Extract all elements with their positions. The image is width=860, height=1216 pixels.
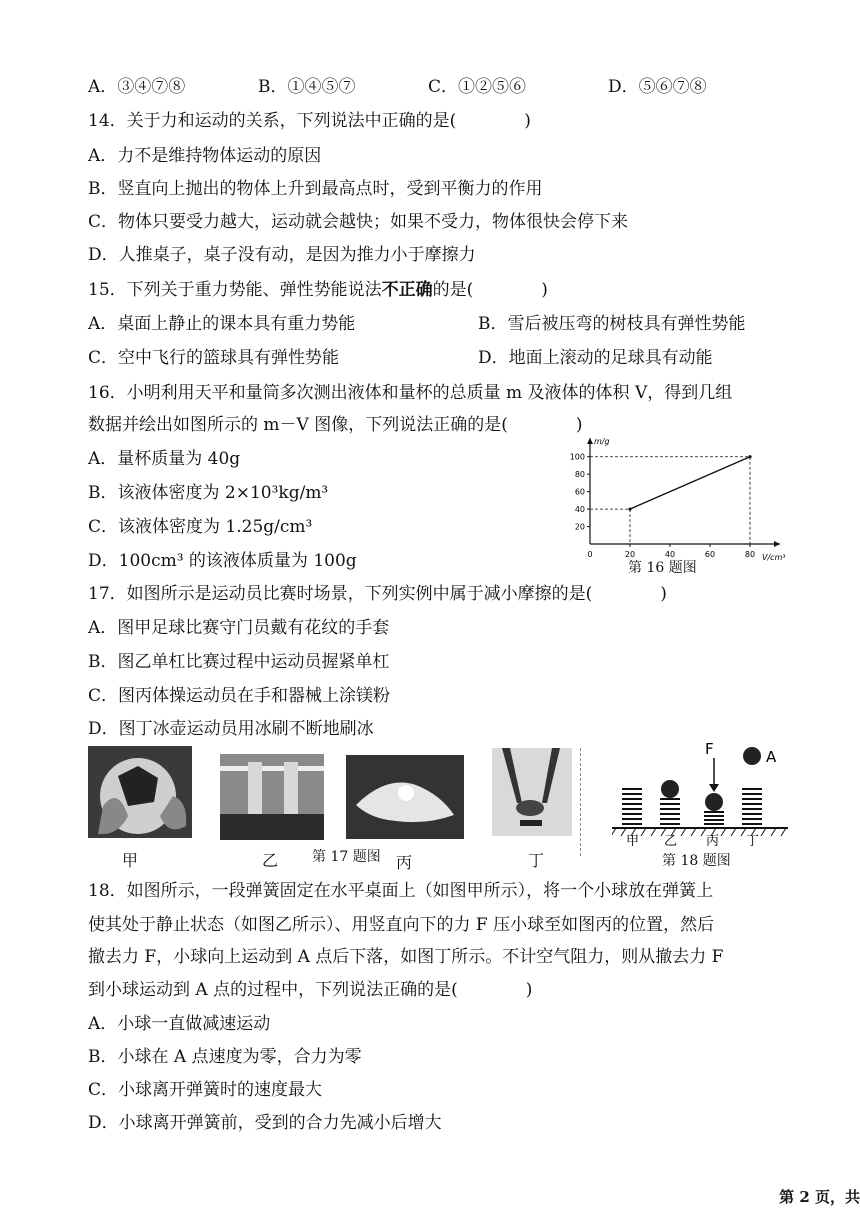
spring-bing xyxy=(704,812,724,824)
y-tick-label: 100 xyxy=(569,452,585,462)
x-axis-arrow xyxy=(774,541,780,547)
y-tick-label: 80 xyxy=(574,470,585,480)
q17-label-bing: 丙 xyxy=(396,853,413,872)
y-axis-label: m/g xyxy=(594,437,610,446)
q15-option-a: A．桌面上静止的课本具有重力势能 xyxy=(88,314,356,334)
q13-option-a: A．③④⑦⑧ xyxy=(88,77,186,97)
ball-yi xyxy=(661,780,679,798)
x-tick-label: 80 xyxy=(744,550,756,559)
q17-label-ding: 丁 xyxy=(528,851,545,870)
q15-stem-pre: 15．下列关于重力势能、弹性势能说法 xyxy=(88,280,382,300)
y-tick-label: 40 xyxy=(574,505,585,515)
x-tick-label: 0 xyxy=(587,550,593,559)
y-axis-arrow xyxy=(587,438,593,444)
q18-label-jia: 甲 xyxy=(626,834,640,846)
q18-option-a: A．小球一直做减速运动 xyxy=(88,1014,271,1034)
force-arrow-head xyxy=(709,784,719,792)
q14-option-d: D．人推桌子，桌子没有动，是因为推力小于摩擦力 xyxy=(88,245,476,265)
q18-stem-line3: 撤去力 F，小球向上运动到 A 点后下落，如图丁所示。不计空气阻力，则从撤去力 F xyxy=(88,947,724,967)
q15-option-d: D．地面上滚动的足球具有动能 xyxy=(478,348,713,368)
y-tick-label: 20 xyxy=(574,522,585,532)
horizontal-bar-image xyxy=(220,754,324,840)
ball-ding xyxy=(743,747,761,765)
q17-option-a: A．图甲足球比赛守门员戴有花纹的手套 xyxy=(88,618,390,638)
spring-ding xyxy=(742,789,762,824)
photo-curling-sweep xyxy=(492,748,572,836)
gymnast-chalk-image xyxy=(346,755,464,839)
x-tick-label: 40 xyxy=(664,550,676,559)
goalkeeper-gloves-image xyxy=(88,746,192,838)
q13-option-c: C．①②⑤⑥ xyxy=(428,77,527,97)
q15-stem xyxy=(88,279,548,301)
q15-stem-post: 的是( ) xyxy=(432,280,548,300)
point-a-label: A xyxy=(766,748,777,766)
q18-option-c: C．小球离开弹簧时的速度最大 xyxy=(88,1080,323,1100)
q18-option-b: B．小球在 A 点速度为零，合力为零 xyxy=(88,1047,362,1067)
q17-stem: 17．如图所示是运动员比赛时场景，下列实例中属于减小摩擦的是( ) xyxy=(88,584,667,604)
x-tick-label: 20 xyxy=(624,550,636,559)
q16-option-b: B．该液体密度为 2×10³kg/m³ xyxy=(88,483,329,503)
q18-stem-line4: 到小球运动到 A 点的过程中，下列说法正确的是( ) xyxy=(88,980,533,1000)
q16-mv-chart xyxy=(560,436,800,576)
q15-stem-bold: 不正确 xyxy=(381,280,433,300)
q13-option-b: B．①④⑤⑦ xyxy=(258,77,356,97)
photo-horizontal-bar xyxy=(220,754,324,840)
q16-option-d: D．100cm³ 的该液体质量为 100g xyxy=(88,551,357,571)
q14-stem: 14．关于力和运动的关系，下列说法中正确的是( ) xyxy=(88,111,531,131)
q16-option-a: A．量杯质量为 40g xyxy=(88,449,241,469)
spring-jia xyxy=(622,789,642,824)
q16-caption: 第 16 题图 xyxy=(628,560,697,576)
q13-option-d: D．⑤⑥⑦⑧ xyxy=(608,77,707,97)
q17-option-d: D．图丁冰壶运动员用冰刷不断地刷冰 xyxy=(88,719,374,739)
figure-divider xyxy=(580,748,581,856)
force-label: F xyxy=(705,742,714,758)
page-footer: 第 2 页，共 xyxy=(779,1188,860,1206)
q17-option-c: C．图丙体操运动员在手和器械上涂镁粉 xyxy=(88,686,391,706)
q16-stem-line2: 数据并绘出如图所示的 m－V 图像，下列说法正确的是( ) xyxy=(88,415,583,435)
q16-stem-line1: 16．小明利用天平和量筒多次测出液体和量杯的总质量 m 及液体的体积 V，得到几组 xyxy=(88,383,733,403)
q18-caption: 第 18 题图 xyxy=(662,853,731,869)
series-line xyxy=(630,457,750,509)
q15-option-b: B．雪后被压弯的树枝具有弹性势能 xyxy=(478,314,746,334)
data-point xyxy=(748,455,751,458)
q18-stem-line2: 使其处于静止状态（如图乙所示）、用竖直向下的力 F 压小球至如图丙的位置，然后 xyxy=(88,915,715,935)
q14-option-c: C．物体只要受力越大，运动就会越快；如果不受力，物体很快会停下来 xyxy=(88,212,629,232)
x-tick-label: 60 xyxy=(704,550,716,559)
q17-option-b: B．图乙单杠比赛过程中运动员握紧单杠 xyxy=(88,652,390,672)
q17-label-yi: 乙 xyxy=(262,851,279,870)
q15-option-c: C．空中飞行的篮球具有弹性势能 xyxy=(88,348,340,368)
q17-label-jia: 甲 xyxy=(122,851,139,870)
data-point xyxy=(628,507,631,510)
ball-bing xyxy=(705,793,723,811)
q14-option-b: B．竖直向上抛出的物体上升到最高点时，受到平衡力的作用 xyxy=(88,179,543,199)
spring-yi xyxy=(660,799,680,824)
q18-option-d: D．小球离开弹簧前，受到的合力先减小后增大 xyxy=(88,1113,442,1133)
q17-caption: 第 17 题图 xyxy=(312,849,381,865)
q18-label-yi: 乙 xyxy=(664,834,678,846)
q16-option-c: C．该液体密度为 1.25g/cm³ xyxy=(88,517,313,537)
q18-spring-figure xyxy=(612,742,788,846)
q18-label-ding: 丁 xyxy=(746,834,760,846)
photo-gymnast-chalk xyxy=(346,755,464,839)
q14-option-a: A．力不是维持物体运动的原因 xyxy=(88,146,322,166)
photo-goalkeeper-gloves xyxy=(88,746,192,838)
q18-label-bing: 丙 xyxy=(706,834,720,846)
x-axis-label: V/cm³ xyxy=(762,553,786,562)
q18-stem-line1: 18．如图所示，一段弹簧固定在水平桌面上（如图甲所示），将一个小球放在弹簧上 xyxy=(88,881,714,901)
y-tick-label: 60 xyxy=(574,487,585,497)
curling-sweep-image xyxy=(492,748,572,836)
